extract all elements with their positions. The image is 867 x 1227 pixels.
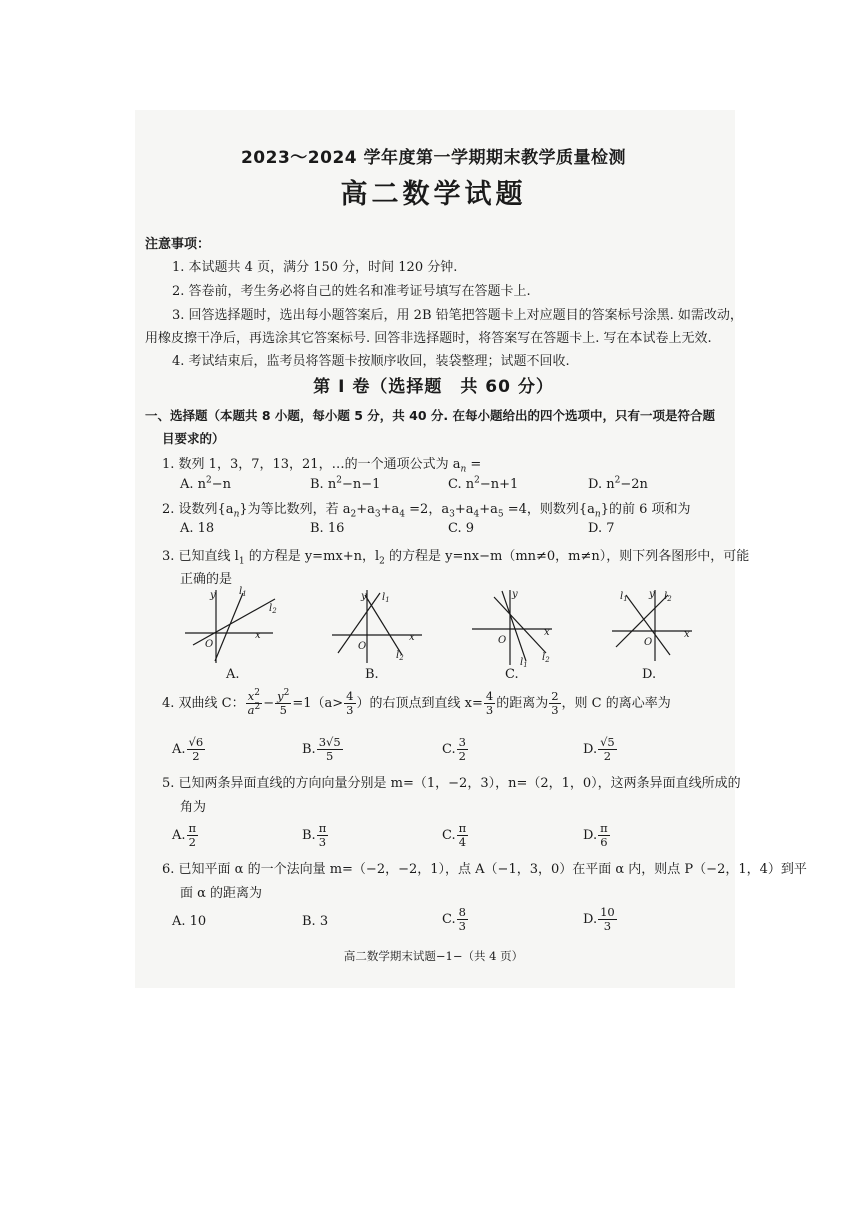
exam-title: 2023～2024 学年度第一学期期末教学质量检测 bbox=[240, 148, 627, 168]
section-title: 第 Ⅰ 卷（选择题 共 60 分） bbox=[313, 377, 554, 397]
section-intro: 一、选择题（本题共 8 小题，每小题 5 分，共 40 分. 在每小题给出的四个选项中，只有一项是符合题 bbox=[145, 408, 716, 423]
question-4-option-d: D. $\frac{√5}{2}$ bbox=[583, 735, 615, 763]
question-3-figure-b bbox=[330, 585, 430, 665]
question-1-option-c: C. $n^2-n+1$ bbox=[448, 475, 519, 492]
notice-heading: 注意事项： bbox=[145, 237, 211, 252]
question-3-figure-a bbox=[183, 585, 283, 665]
axis-y-label: y bbox=[361, 591, 367, 602]
axis-x-label: x bbox=[255, 630, 261, 641]
figure-a-label: A. bbox=[226, 667, 240, 682]
question-2-option-a: A. 18 bbox=[180, 521, 215, 536]
figure-b-label: B. bbox=[365, 667, 379, 682]
question-3-stem: 3. 已知直线 $l_1$ 的方程是 y=mx+n，$l_2$ 的方程是 y=nx−m（mn≠0，m≠n），则下列各图形中，可能 bbox=[162, 549, 750, 567]
notice-item-3: 3. 回答选择题时，选出每小题答案后，用 2B 铅笔把答题卡上对应题目的答案标号涂黑. 如需改动， bbox=[172, 308, 743, 323]
question-4-option-b: B. $\frac{3√5}{5}$ bbox=[302, 735, 341, 763]
question-6-option-a: A. 10 bbox=[172, 914, 207, 929]
question-1-option-d: D. $n^2-2n$ bbox=[588, 475, 648, 492]
question-6-option-d: D. $\frac{10}{3}$ bbox=[583, 905, 615, 933]
question-2-option-c: C. 9 bbox=[448, 521, 475, 536]
question-5-option-a: A. $\frac{\pi}{2}$ bbox=[172, 821, 197, 849]
question-5-stem: 5. 已知两条异面直线的方向向量分别是 m=（1，−2，3），n=（2，1，0），这两条异面直线所成的 bbox=[162, 776, 741, 791]
notice-item-1: 1. 本试题共 4 页，满分 150 分，时间 120 分钟. bbox=[172, 260, 458, 275]
question-6-stem-cont: 面 α 的距离为 bbox=[180, 886, 263, 901]
origin-label: O bbox=[644, 637, 653, 648]
notice-item-4: 4. 考试结束后，监考员将答题卡按顺序收回，装袋整理；试题不回收. bbox=[172, 354, 570, 369]
question-5-option-b: B. $\frac{\pi}{3}$ bbox=[302, 821, 327, 849]
figure-c-label: C. bbox=[505, 667, 519, 682]
main-title: 高二数学试题 bbox=[340, 179, 527, 210]
line-l2-label: $l_2$ bbox=[664, 591, 672, 603]
question-3-figure-d bbox=[610, 585, 710, 665]
question-4-option-a: A. $\frac{√6}{2}$ bbox=[172, 735, 204, 763]
line-l2-label: $l_2$ bbox=[542, 652, 550, 664]
notice-item-2: 2. 答卷前，考生务必将自己的姓名和准考证号填写在答题卡上. bbox=[172, 284, 531, 299]
question-5-option-d: D. $\frac{\pi}{6}$ bbox=[583, 821, 608, 849]
line-l2-label: $l_2$ bbox=[269, 603, 277, 615]
axis-y-label: y bbox=[649, 589, 655, 600]
axis-x-label: x bbox=[409, 632, 415, 643]
line-l1-label: $l_1$ bbox=[239, 586, 247, 598]
axis-x-label: x bbox=[684, 629, 690, 640]
question-1-option-b: B. $n^2-n-1$ bbox=[310, 475, 381, 492]
question-5-stem-cont: 角为 bbox=[180, 800, 207, 815]
question-3-stem-cont: 正确的是 bbox=[180, 572, 233, 587]
question-1-option-a: A. $n^2-n$ bbox=[180, 475, 232, 492]
origin-label: O bbox=[205, 639, 214, 650]
line-l1-label: $l_1$ bbox=[382, 592, 390, 604]
axis-y-label: y bbox=[210, 590, 216, 601]
notice-item-3-cont: 用橡皮擦干净后，再选涂其它答案标号. 回答非选择题时，将答案写在答题卡上. 写在本试卷上无效. bbox=[145, 331, 712, 346]
page-footer: 高二数学期末试题−1−（共 4 页） bbox=[343, 949, 524, 963]
question-4-option-c: C. $\frac{3}{2}$ bbox=[442, 735, 466, 763]
line-l1-label: $l_1$ bbox=[620, 591, 628, 603]
question-2-option-d: D. 7 bbox=[588, 521, 615, 536]
axis-y-label: y bbox=[512, 589, 518, 600]
figure-d-label: D. bbox=[642, 667, 657, 682]
question-4-stem: 4. 双曲线 C： $\frac{x^2}{a^2}$ − $\frac{y^2}{5}$ =1（a> $\frac{4}{3}$ ）的右顶点到直线 x= $\frac{4}{3}$ 的距离为 $\frac{2}{3}$ ，则 C 的离心率为 bbox=[162, 688, 671, 717]
question-6-option-c: C. $\frac{8}{3}$ bbox=[442, 905, 466, 933]
line-l1-label: $l_1$ bbox=[520, 657, 528, 669]
axis-x-label: x bbox=[544, 627, 550, 638]
question-6-stem: 6. 已知平面 α 的一个法向量 m=（−2，−2，1），点 A（−1，3，0）在平面 α 内，则点 P（−2，1，4）到平 bbox=[162, 862, 807, 877]
origin-label: O bbox=[358, 641, 367, 652]
section-intro-cont: 目要求的） bbox=[162, 431, 225, 446]
question-3-figure-c bbox=[470, 585, 570, 670]
origin-label: O bbox=[498, 635, 507, 646]
question-2-stem: 2. 设数列$\{a_n\}$为等比数列，若 $a_2+a_3+a_4 =2$，$a_3+a_4+a_5 =4$，则数列$\{a_n\}$的前 6 项和为 bbox=[162, 502, 691, 520]
line-l2-label: $l_2$ bbox=[396, 650, 404, 662]
question-2-option-b: B. 16 bbox=[310, 521, 345, 536]
question-5-option-c: C. $\frac{\pi}{4}$ bbox=[442, 821, 467, 849]
question-6-option-b: B. 3 bbox=[302, 914, 329, 929]
question-1-stem: 1. 数列 1，3，7，13，21，…的一个通项公式为 $a_n$ = bbox=[162, 457, 482, 475]
